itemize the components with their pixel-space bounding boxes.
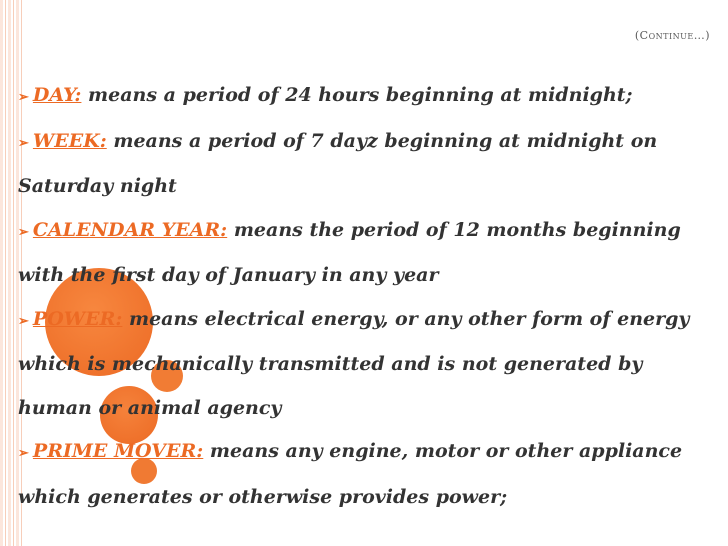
definition-text: means a period of 7 dayz beginning at midnight on Saturday night [18,129,658,197]
definition-day [18,74,708,120]
term-label: PRIME MOVER: [32,440,204,462]
arrow-bullet-icon: ➢ [18,135,29,151]
definition-prime-mover [18,430,708,519]
definition-calendar-year [18,209,708,298]
definition-text: means the period of 12 months beginning with the first day of January in any year [18,218,681,286]
term-label: DAY: [32,84,82,106]
definitions-list [18,74,708,519]
term-label: CALENDAR YEAR: [32,218,228,241]
term-label: WEEK: [32,129,107,152]
definition-week [18,120,708,209]
slide-header: (Continue…) [634,29,710,42]
definition-power [18,298,708,431]
arrow-bullet-icon: ➢ [18,313,29,329]
definition-text: means any engine, motor or other appliance which generates or otherwise provides power; [18,440,683,508]
arrow-bullet-icon: ➢ [18,90,29,105]
definition-text: means a period of 24 hours beginning at midnight; [81,84,633,106]
arrow-bullet-icon: ➢ [18,446,29,461]
definition-text: means electrical energy, or any other form of energy which is mechanically transmitted and is not generated by human or animal agency [18,307,690,419]
arrow-bullet-icon: ➢ [18,224,29,240]
term-label: POWER: [32,307,123,330]
